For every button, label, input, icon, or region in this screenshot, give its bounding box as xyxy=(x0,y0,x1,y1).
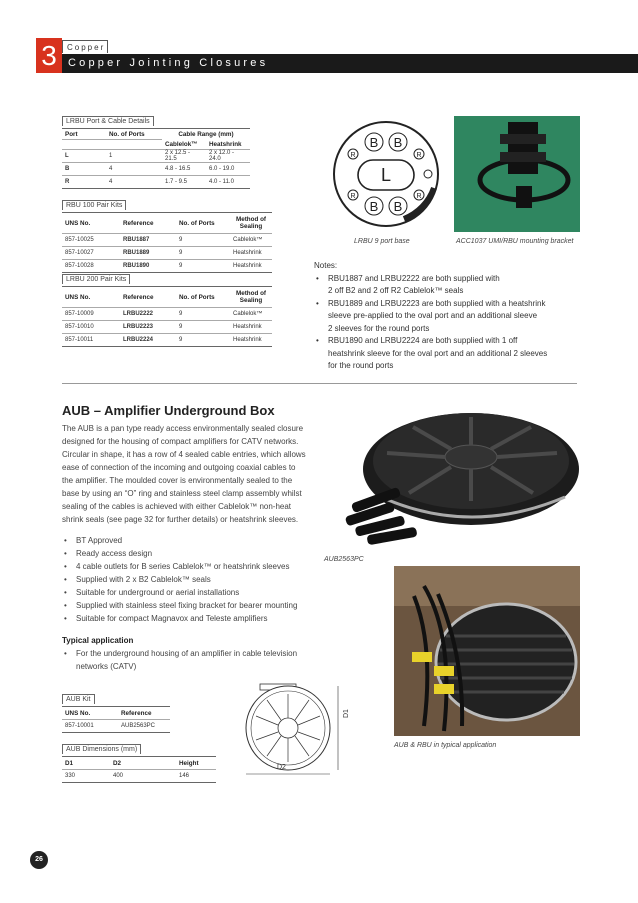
body-line: shrink seals (see page 32 for further details) or heatshrink sleeves. xyxy=(62,515,299,524)
typical-line: • For the underground housing of an amplifier in cable television xyxy=(76,649,298,658)
cell: 9 xyxy=(176,321,230,334)
diagram-label-b: B xyxy=(369,199,379,214)
caption-aub-application: AUB & RBU in typical application xyxy=(394,742,497,749)
cell: 4.8 - 16.5 xyxy=(162,163,206,176)
table-row xyxy=(62,150,250,163)
table-label: AUB Dimensions (mm) xyxy=(62,744,141,754)
diagram-label-b: B xyxy=(369,135,379,150)
table-label: LRBU Port & Cable Details xyxy=(62,116,154,126)
aub-product-photo xyxy=(321,397,584,552)
col-header: UNS No. xyxy=(62,707,118,720)
cell: Heatshrink xyxy=(230,247,272,260)
table-row xyxy=(62,720,170,733)
notes-title: Notes: xyxy=(314,261,338,270)
note-item xyxy=(314,273,614,298)
section-label: Copper xyxy=(62,40,108,53)
caption-aub-photo: AUB2563PC xyxy=(324,556,364,563)
body-line: sealing of the cables is achieved with either Cablelok™ non-heat xyxy=(62,502,292,511)
cell: 1.7 - 9.5 xyxy=(165,179,188,185)
cell: 4 xyxy=(106,163,162,176)
diagram-label-l: L xyxy=(380,165,392,185)
diagram-label-b: B xyxy=(393,135,403,150)
feature-item: • 4 cable outlets for B series Cablelok™ or heatshrink sleeves xyxy=(62,560,324,573)
col-header: UNS No. xyxy=(62,213,120,234)
col-header: D2 xyxy=(110,757,176,770)
col-header: UNS No. xyxy=(62,287,120,308)
cell: 857-10025 xyxy=(62,234,120,247)
cell: LRBU2222 xyxy=(120,308,176,321)
cell: 9 xyxy=(176,234,230,247)
note-line: for the round ports xyxy=(328,361,394,370)
table-row xyxy=(62,334,272,347)
table-row xyxy=(62,176,250,189)
caption-bracket: ACC1037 UMI/RBU mounting bracket xyxy=(456,238,574,245)
rbu100-table xyxy=(62,194,272,273)
note-line: 2 sleeves for the round ports xyxy=(328,323,430,333)
note-line: heatshrink sleeve for the oval port and an additional 2 sleeves xyxy=(328,348,548,358)
col-header: Reference xyxy=(120,213,176,234)
col-header: Cable Range (mm) xyxy=(178,130,234,138)
cell: RBU1890 xyxy=(123,263,150,269)
cell: 1 xyxy=(106,150,162,163)
table-row xyxy=(62,234,272,247)
cell: 9 xyxy=(179,337,183,343)
col-header: Port xyxy=(62,129,106,140)
cell: 4 xyxy=(109,179,113,185)
cell: 146 xyxy=(179,773,190,779)
aub-application-photo xyxy=(394,566,580,736)
dimension-d2: D2 xyxy=(277,764,286,771)
bracket-photo xyxy=(454,116,580,232)
col-header: Reference xyxy=(120,287,176,308)
cell: Heatshrink xyxy=(230,321,272,334)
body-line: ease of connection of the incoming and outgoing coaxial cables to xyxy=(62,463,296,472)
body-line: designed for the housing of compact amplifiers for CATV networks. xyxy=(62,437,299,446)
aub-feature-list xyxy=(62,534,324,625)
col-header: Reference xyxy=(118,707,170,720)
cell: 857-10001 xyxy=(65,723,94,729)
body-line: base by using an “O” ring and stainless steel clamp assembly whilst xyxy=(62,489,302,498)
lrbu-port-base-diagram xyxy=(332,116,440,236)
cell: LRBU2224 xyxy=(123,337,154,343)
lrbu-port-table xyxy=(62,110,250,189)
aub-dimension-drawing xyxy=(232,676,362,776)
cell: 330 xyxy=(65,773,76,779)
aub-dimensions-table xyxy=(62,738,216,783)
note-line: sleeve pre-applied to the oval port and an additional sleeve xyxy=(328,311,538,320)
typical-application xyxy=(62,634,324,673)
body-line: the amplifier. The moulded cover is environmentally sealed to the xyxy=(62,476,293,485)
diagram-label-r: R xyxy=(416,152,422,159)
page-title-bar: Copper Jointing Closures xyxy=(62,54,638,73)
cell: 857-10009 xyxy=(62,308,120,321)
note-line: • RBU1889 and LRBU2223 are both supplied with a heatshrink xyxy=(328,298,546,308)
cell: RBU1889 xyxy=(120,247,176,260)
diagram-label-r: R xyxy=(350,193,356,200)
diagram-label-r: R xyxy=(350,152,356,159)
note-line: • RBU1890 and LRBU2224 are both supplied with 1 off xyxy=(328,336,518,345)
cell: 9 xyxy=(179,263,183,269)
table-label: LRBU 200 Pair Kits xyxy=(62,274,130,284)
chapter-number: 3 xyxy=(36,38,62,73)
feature-item: • Suitable for underground or aerial installations xyxy=(62,586,324,599)
table-row xyxy=(62,163,250,176)
cell: 6.0 - 19.0 xyxy=(206,163,250,176)
cell: R xyxy=(65,179,70,185)
cell: Cablelok™ xyxy=(230,234,272,247)
feature-item: • BT Approved xyxy=(62,534,324,547)
col-header: Method of Sealing xyxy=(230,213,272,234)
cell: 400 xyxy=(113,773,124,779)
col-header: Method of Sealing xyxy=(230,287,272,308)
lrbu200-table xyxy=(62,268,272,347)
feature-item: • Supplied with stainless steel fixing bracket for bearer mounting xyxy=(62,599,324,612)
page-number: 26 xyxy=(30,851,48,869)
cell: 9 xyxy=(176,247,230,260)
cell: 857-10010 xyxy=(62,321,120,334)
cell: 4.0 - 11.0 xyxy=(209,179,234,185)
table-label: RBU 100 Pair Kits xyxy=(62,200,126,210)
cell: LRBU2223 xyxy=(120,321,176,334)
feature-item: • Ready access design xyxy=(62,547,324,560)
typical-title: Typical application xyxy=(62,636,134,645)
aub-kit-table xyxy=(62,688,170,733)
cell: Cablelok™ xyxy=(230,308,272,321)
section-divider xyxy=(62,383,577,384)
note-item xyxy=(314,298,614,336)
col-header: No. of Ports xyxy=(106,129,162,140)
table-label: AUB Kit xyxy=(62,694,95,704)
caption-lrbu-base: LRBU 9 port base xyxy=(354,238,410,245)
cell: 2 x 12.0 - 24.0 xyxy=(206,150,250,163)
col-header: D1 xyxy=(62,757,110,770)
cell: Heatshrink xyxy=(233,337,262,343)
cell: 857-10027 xyxy=(62,247,120,260)
cell: Heatshrink xyxy=(233,263,262,269)
body-line: Circular in shape, it has a row of 4 sealed cable entries, which allows xyxy=(62,450,306,459)
aub-description xyxy=(62,422,324,526)
cell: AUB2563PC xyxy=(121,723,156,729)
typical-line: networks (CATV) xyxy=(76,662,137,671)
diagram-label-b: B xyxy=(393,199,403,214)
cell: B xyxy=(62,163,106,176)
dimension-d1: D1 xyxy=(343,709,350,718)
table-row xyxy=(62,770,216,783)
diagram-label-r: R xyxy=(416,193,422,200)
cell: 9 xyxy=(176,308,230,321)
cell: L xyxy=(62,150,106,163)
feature-item: • Suitable for compact Magnavox and Teleste amplifiers xyxy=(62,612,324,625)
col-subheader: Heatshrink xyxy=(206,140,250,150)
cell: 857-10028 xyxy=(65,263,94,269)
body-line: The AUB is a pan type ready access environmentally sealed closure xyxy=(62,424,304,433)
note-line: • RBU1887 and LRBU2222 are both supplied with xyxy=(328,273,500,283)
typical-item xyxy=(62,647,324,673)
table-row xyxy=(62,247,272,260)
feature-item: • Supplied with 2 x B2 Cablelok™ seals xyxy=(62,573,324,586)
table-row xyxy=(62,321,272,334)
note-line: 2 off B2 and 2 off R2 Cablelok™ seals xyxy=(328,286,464,295)
col-header: No. of Ports xyxy=(176,287,230,308)
note-item xyxy=(314,335,614,373)
cell: RBU1887 xyxy=(120,234,176,247)
cell: 857-10011 xyxy=(65,337,94,343)
table-row xyxy=(62,308,272,321)
col-subheader: Cablelok™ xyxy=(162,140,206,150)
col-header: No. of Ports xyxy=(176,213,230,234)
notes-block xyxy=(314,260,614,373)
aub-heading: AUB – Amplifier Underground Box xyxy=(62,403,275,418)
cell: 2 x 12.5 - 21.5 xyxy=(162,150,206,163)
col-header: Height xyxy=(176,757,216,770)
